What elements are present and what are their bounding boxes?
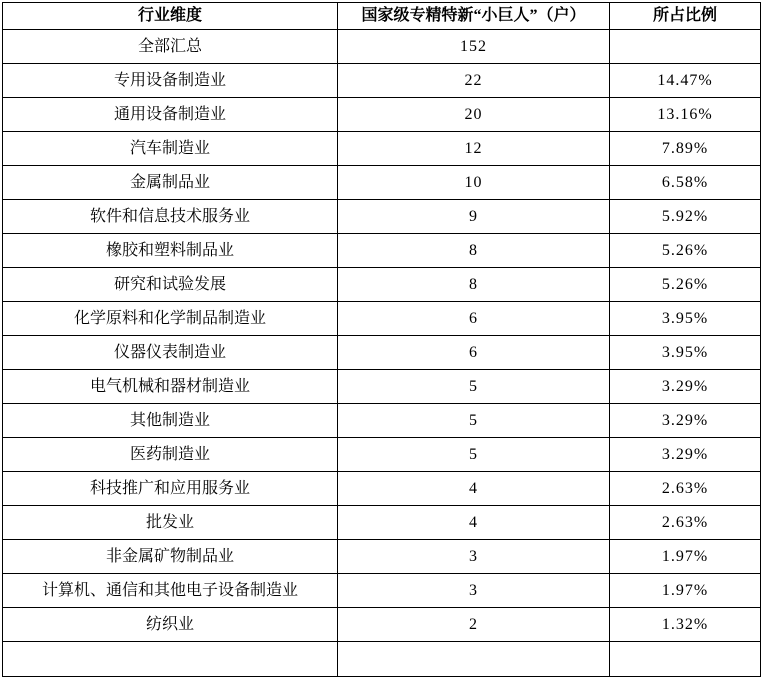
share-cell: 3.95%: [610, 336, 761, 370]
industry-cell: 软件和信息技术服务业: [3, 200, 338, 234]
share-cell: 7.89%: [610, 132, 761, 166]
table-row: [3, 200, 761, 234]
count-cell: 152: [338, 30, 610, 64]
industry-cell: 批发业: [3, 506, 338, 540]
industry-cell: 专用设备制造业: [3, 64, 338, 98]
count-cell: 20: [338, 98, 610, 132]
industry-cell: 电气机械和器材制造业: [3, 370, 338, 404]
table-row: [3, 438, 761, 472]
industry-cell: 金属制品业: [3, 166, 338, 200]
table-row: [3, 302, 761, 336]
count-cell: 3: [338, 540, 610, 574]
count-cell: 5: [338, 438, 610, 472]
table-row: [3, 234, 761, 268]
header-row: [3, 3, 761, 30]
count-cell: 5: [338, 404, 610, 438]
column-header-count: 国家级专精特新“小巨人”（户）: [338, 3, 610, 30]
count-cell: 9: [338, 200, 610, 234]
count-cell: 12: [338, 132, 610, 166]
table-body: [3, 30, 761, 677]
industry-table: [2, 2, 761, 677]
table-row: [3, 574, 761, 608]
count-cell: [338, 642, 610, 677]
share-cell: 5.26%: [610, 234, 761, 268]
table-row: [3, 64, 761, 98]
share-cell: 1.97%: [610, 540, 761, 574]
table-row: [3, 30, 761, 64]
industry-cell: 非金属矿物制品业: [3, 540, 338, 574]
industry-cell: 计算机、通信和其他电子设备制造业: [3, 574, 338, 608]
share-cell: [610, 30, 761, 64]
table-row: [3, 132, 761, 166]
table-row: [3, 166, 761, 200]
share-cell: 13.16%: [610, 98, 761, 132]
industry-cell: 医药制造业: [3, 438, 338, 472]
count-cell: 3: [338, 574, 610, 608]
count-cell: 10: [338, 166, 610, 200]
share-cell: 3.29%: [610, 370, 761, 404]
industry-cell: 橡胶和塑料制品业: [3, 234, 338, 268]
table-row: [3, 336, 761, 370]
count-cell: 6: [338, 302, 610, 336]
table-row: [3, 268, 761, 302]
share-cell: 2.63%: [610, 472, 761, 506]
table-row: [3, 506, 761, 540]
column-header-share: 所占比例: [610, 3, 761, 30]
industry-cell: 研究和试验发展: [3, 268, 338, 302]
industry-cell: 通用设备制造业: [3, 98, 338, 132]
share-cell: 3.29%: [610, 438, 761, 472]
table-row: [3, 370, 761, 404]
share-cell: 6.58%: [610, 166, 761, 200]
table-row-clipped: [3, 642, 761, 677]
table-row: [3, 404, 761, 438]
industry-cell: 纺织业: [3, 608, 338, 642]
share-cell: 1.32%: [610, 608, 761, 642]
industry-cell: 其他制造业: [3, 404, 338, 438]
count-cell: 8: [338, 234, 610, 268]
industry-cell: 科技推广和应用服务业: [3, 472, 338, 506]
industry-cell: 汽车制造业: [3, 132, 338, 166]
count-cell: 8: [338, 268, 610, 302]
share-cell: 5.92%: [610, 200, 761, 234]
share-cell: 2.63%: [610, 506, 761, 540]
industry-cell: [3, 642, 338, 677]
industry-cell: 化学原料和化学制品制造业: [3, 302, 338, 336]
table-row: [3, 540, 761, 574]
industry-cell: 仪器仪表制造业: [3, 336, 338, 370]
column-header-industry: 行业维度: [3, 3, 338, 30]
share-cell: 14.47%: [610, 64, 761, 98]
table-row: [3, 608, 761, 642]
count-cell: 4: [338, 506, 610, 540]
table-row: [3, 472, 761, 506]
share-cell: 3.29%: [610, 404, 761, 438]
share-cell: 1.97%: [610, 574, 761, 608]
count-cell: 6: [338, 336, 610, 370]
count-cell: 5: [338, 370, 610, 404]
share-cell: [610, 642, 761, 677]
industry-cell: 全部汇总: [3, 30, 338, 64]
table-header: [3, 3, 761, 30]
count-cell: 22: [338, 64, 610, 98]
table-row: [3, 98, 761, 132]
share-cell: 5.26%: [610, 268, 761, 302]
share-cell: 3.95%: [610, 302, 761, 336]
count-cell: 2: [338, 608, 610, 642]
count-cell: 4: [338, 472, 610, 506]
